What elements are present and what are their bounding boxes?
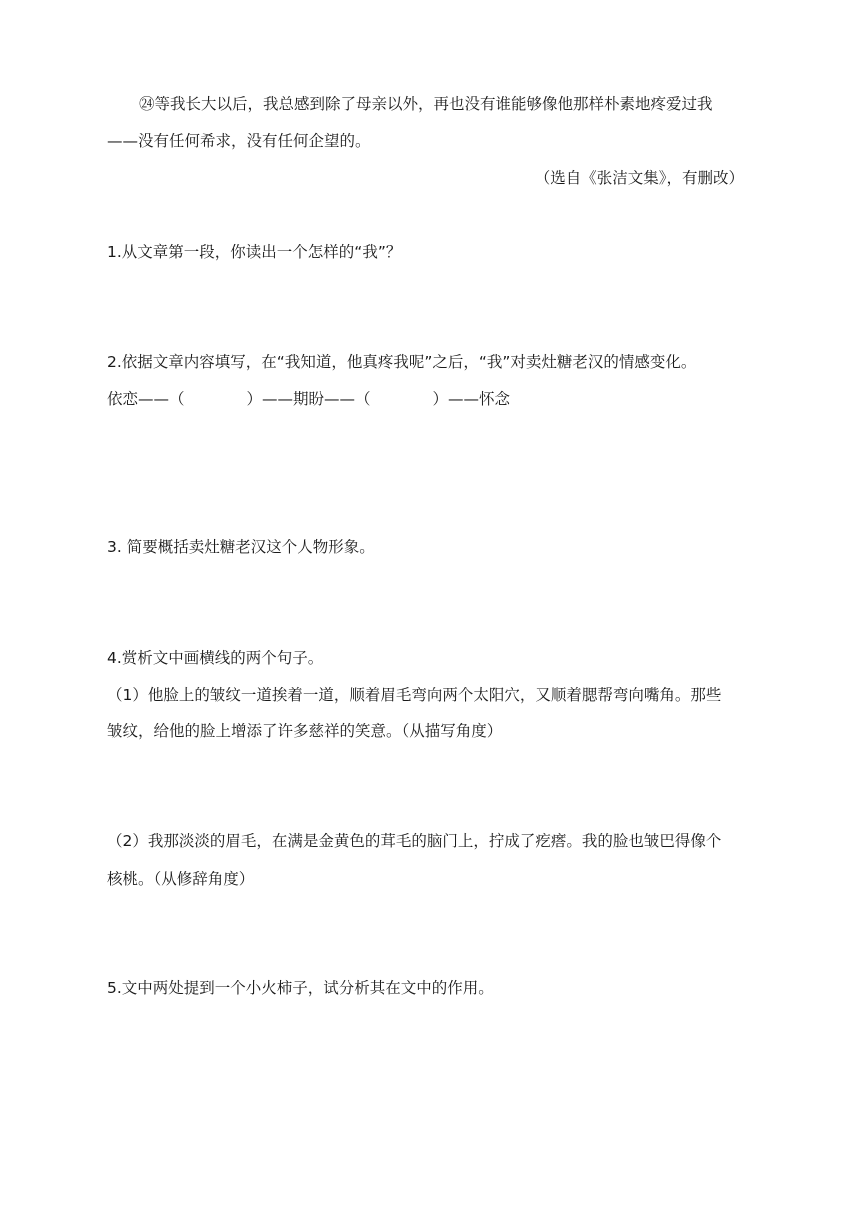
question-4-2-line1: （2）我那淡淡的眉毛，在满是金黄色的茸毛的脑门上，拧成了疙瘩。我的脸也皱巴得像个 (107, 832, 722, 850)
passage-para24-line2: ——没有任何希求，没有任何企望的。 (107, 132, 371, 150)
question-4-1-line1: （1）他脸上的皱纹一道挨着一道，顺着眉毛弯向两个太阳穴，又顺着腮帮弯向嘴角。那些 (107, 686, 722, 704)
question-4-2-line2: 核桃。（从修辞角度） (107, 870, 255, 888)
question-5: 5.文中两处提到一个小火柿子，试分析其在文中的作用。 (107, 979, 494, 997)
question-3: 3. 简要概括卖灶糖老汉这个人物形象。 (107, 538, 375, 556)
passage-para24-line1: ㉔等我长大以后，我总感到除了母亲以外，再也没有谁能够像他那样朴素地疼爱过我 (139, 95, 713, 113)
passage-source: （选自《张洁文集》，有删改） (534, 169, 744, 187)
question-4-1-line2: 皱纹，给他的脸上增添了许多慈祥的笑意。（从描写角度） (107, 722, 503, 740)
question-4: 4.赏析文中画横线的两个句子。 (107, 649, 324, 667)
question-2-line1: 2.依据文章内容填写，在“我知道，他真疼我呢”之后，“我”对卖灶糖老汉的情感变化。 (107, 353, 697, 371)
question-1: 1.从文章第一段，你读出一个怎样的“我”？ (107, 243, 402, 261)
question-2-line2: 依恋——（ ）——期盼——（ ）——怀念 (107, 390, 511, 408)
